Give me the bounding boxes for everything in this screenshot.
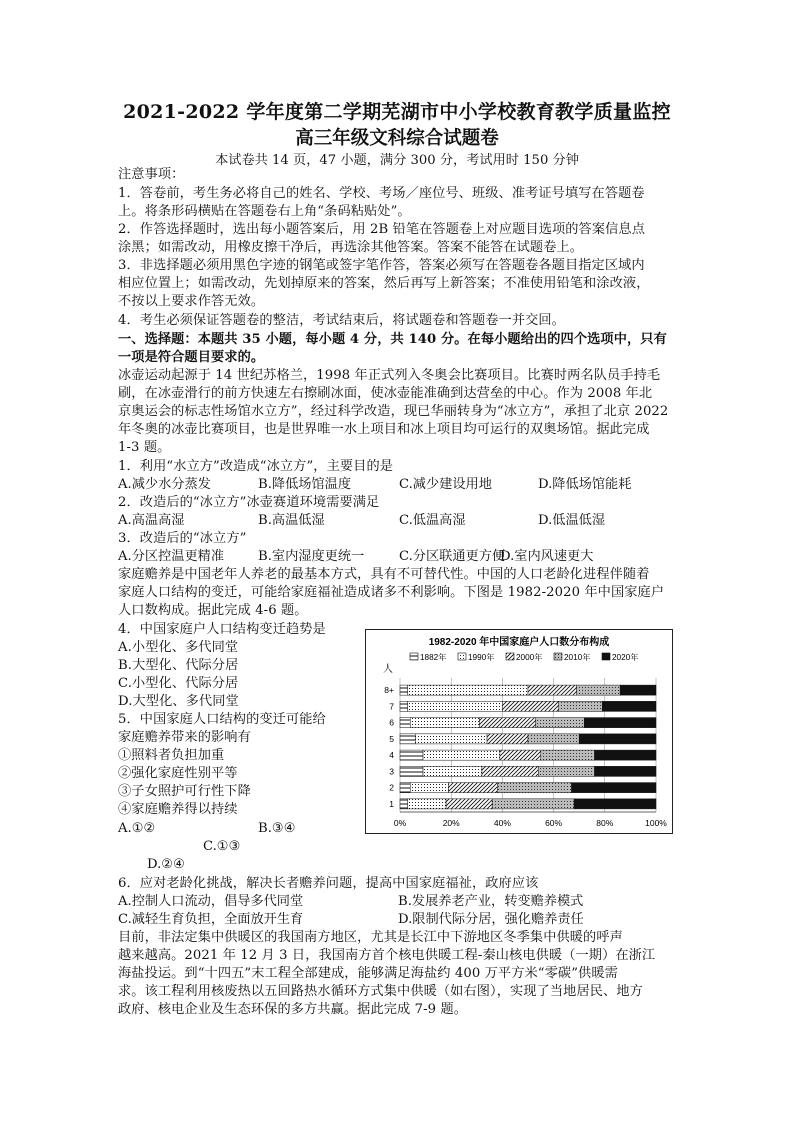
- question-1-stem: 1．利用“水立方”改造成“冰立方”，主要目的是: [118, 459, 394, 474]
- notice-line: 相应位置上；如需改动，先划掉原来的答案，然后再写上新答案；不准使用铅笔和涂改液，: [118, 276, 650, 291]
- bar-segment: [415, 734, 487, 744]
- bar-segment: [408, 799, 446, 809]
- notice-line: 1．答卷前，考生务必将自己的姓名、学校、考场／座位号、班级、准考证号填写在答题卷: [118, 186, 645, 201]
- bar-segment: [492, 799, 574, 809]
- bar-segment: [572, 783, 656, 793]
- question-2-stem: 2．改造后的“冰立方”冰壶赛道环境需要满足: [118, 495, 380, 510]
- passage-line: 海盐投运。到“十四五”末工程全部建成，能够满足海盐约 400 万平方米“零碳”供暖需: [118, 966, 618, 981]
- passage-line: 京奥运会的标志性场馆水立方”，经过科学改造，现已华丽转身为“冰立方”，承担了北京 2022: [118, 404, 669, 419]
- bar-segment: [400, 750, 423, 760]
- q3-option-c: C.分区联通更方便: [399, 549, 506, 564]
- question-4-stem: 4．中国家庭户人口结构变迁趋势是: [118, 622, 326, 637]
- notice-line: 不按以上要求作答无效。: [118, 294, 265, 309]
- y-tick-label: 2: [389, 782, 394, 793]
- household-chart-svg: [366, 630, 672, 833]
- question-5-stem: 家庭赡养带来的影响有: [118, 730, 251, 745]
- question-3-stem: 3．改造后的“冰立方”: [118, 531, 247, 546]
- q4-option-c: C.小型化、代际分居: [118, 676, 239, 691]
- legend-label: 2000年: [516, 653, 543, 662]
- passage-line: 人口数构成。据此完成 4-6 题。: [118, 603, 308, 618]
- bar-segment: [408, 701, 503, 711]
- chart-title: 1982-2020 年中国家庭户人口数分布构成: [428, 637, 610, 648]
- bar-segment: [502, 701, 558, 711]
- chart-bars: [400, 685, 656, 809]
- passage-line: 目前，非法定集中供暖区的我国南方地区，尤其是长江中下游地区冬季集中供暖的呼声: [118, 930, 623, 945]
- q6-option-d: D.限制代际分居，强化赡养责任: [398, 912, 584, 927]
- x-tick-label: 20%: [442, 818, 460, 828]
- bar-segment: [479, 718, 535, 728]
- q2-option-d: D.低温低湿: [538, 513, 606, 528]
- legend-label: 2020年: [612, 653, 639, 662]
- legend-swatch: [410, 653, 418, 660]
- bar-segment: [500, 750, 541, 760]
- legend-swatch: [554, 653, 562, 660]
- y-tick-label: 7: [389, 701, 394, 712]
- q5-option-c: C.①③: [203, 839, 241, 854]
- bar-segment: [400, 718, 410, 728]
- y-tick-label: 1: [389, 798, 394, 809]
- bar-segment: [400, 685, 408, 695]
- q5-item: ②强化家庭性别平等: [118, 766, 238, 781]
- legend-label: 1882年: [420, 653, 447, 662]
- bar-segment: [595, 750, 656, 760]
- bar-segment: [528, 685, 577, 695]
- bar-segment: [410, 718, 479, 728]
- q3-option-b: B.室内湿度更统一: [258, 549, 365, 564]
- q5-item: ④家庭赡养得以持续: [118, 802, 238, 817]
- passage-line: 政府、核电企业及生态环保的多方共赢。据此完成 7-9 题。: [118, 1002, 468, 1017]
- q2-option-a: A.高温高湿: [118, 513, 185, 528]
- chart-x-tick-labels: [394, 818, 667, 828]
- notice-line: 上。将条形码横贴在答题卷右上角“条码粘贴处”。: [118, 204, 411, 219]
- bar-segment: [577, 685, 621, 695]
- bar-segment: [579, 734, 656, 744]
- notice-line: 涂黑；如需改动，用橡皮擦干净后，再选涂其他答案。答案不能答在试题卷上。: [118, 240, 584, 255]
- passage-line: 家庭人口结构的变迁，可能给家庭福祉造成诸多不利影响。下图是 1982-2020 年中国家庭户: [118, 585, 665, 600]
- legend-label: 2010年: [564, 653, 591, 662]
- bar-segment: [423, 750, 500, 760]
- y-tick-label: 8+: [384, 685, 394, 696]
- bar-segment: [559, 701, 603, 711]
- bar-segment: [400, 783, 410, 793]
- q2-option-b: B.高温低湿: [258, 513, 325, 528]
- x-tick-label: 40%: [493, 818, 511, 828]
- x-tick-label: 100%: [645, 818, 667, 828]
- legend-swatch: [506, 653, 514, 660]
- passage-line: 刷，在冰壶滑行的前方快速左右擦刷冰面，使冰壶能准确到达营垒的中心。作为 2008 年北: [118, 386, 653, 401]
- chart-ylabel: 人: [383, 664, 393, 675]
- x-tick-label: 80%: [596, 818, 614, 828]
- exam-info: 本试卷共 14 页，47 小题，满分 300 分，考试用时 150 分钟: [215, 153, 579, 168]
- passage-line: 年冬奥的冰壶比赛项目，也是世界唯一水上项目和冰上项目均可运行的双奥场馆。据此完成: [118, 422, 650, 437]
- bar-segment: [408, 685, 528, 695]
- x-tick-label: 0%: [393, 818, 407, 828]
- notice-heading: 注意事项：: [118, 167, 185, 182]
- bar-segment: [584, 718, 656, 728]
- q3-option-d: D.室内风速更大: [500, 549, 594, 564]
- notice-line: 2．作答选择题时，选出每小题答案后，用 2B 铅笔在答题卷上对应题目选项的答案信息点: [118, 222, 645, 237]
- passage-line: 1-3 题。: [118, 440, 171, 455]
- q2-option-c: C.低温高湿: [399, 513, 466, 528]
- q5-item: ③子女照护可行性下降: [118, 784, 251, 799]
- q6-option-b: B.发展养老产业，转变赡养模式: [398, 894, 584, 909]
- bar-segment: [423, 766, 482, 776]
- bar-segment: [602, 701, 656, 711]
- bar-segment: [497, 783, 571, 793]
- q5-item: ①照料者负担加重: [118, 748, 225, 763]
- q4-option-d: D.大型化、多代同堂: [118, 694, 239, 709]
- q3-option-a: A.分区控温更精准: [118, 549, 225, 564]
- q1-option-b: B.降低场馆温度: [258, 477, 352, 492]
- bar-segment: [400, 734, 415, 744]
- bar-segment: [574, 799, 656, 809]
- chart-y-tick-labels: [384, 685, 394, 809]
- q4-option-b: B.大型化、代际分居: [118, 658, 239, 673]
- bar-segment: [400, 701, 408, 711]
- bar-segment: [538, 766, 594, 776]
- question-6-stem: 6．应对老龄化挑战，解决长者赡养问题，提高中国家庭福祉，政府应该: [118, 876, 539, 891]
- y-tick-label: 5: [389, 733, 394, 744]
- bar-segment: [620, 685, 656, 695]
- y-tick-label: 4: [389, 750, 394, 761]
- legend-swatch: [458, 653, 466, 660]
- bar-segment: [487, 734, 528, 744]
- bar-segment: [536, 718, 585, 728]
- notice-line: 4．考生必须保证答题卷的整洁，考试结束后，将试题卷和答题卷一并交回。: [118, 313, 565, 328]
- legend-label: 1990年: [468, 653, 495, 662]
- q1-option-d: D.降低场馆能耗: [538, 477, 632, 492]
- bar-segment: [541, 750, 595, 760]
- exam-title: 2021-2022 学年度第二学期芜湖市中小学校教育教学质量监控: [123, 101, 671, 123]
- y-tick-label: 3: [389, 766, 394, 777]
- y-tick-label: 6: [389, 717, 394, 728]
- q5-option-b: B.③④: [258, 821, 296, 836]
- bar-segment: [528, 734, 579, 744]
- q5-option-d: D.②④: [147, 857, 185, 872]
- x-tick-label: 60%: [545, 818, 563, 828]
- notice-line: 3．非选择题必须用黑色字迹的钢笔或签字笔作答，答案必须写在答题卷各题目指定区域内: [118, 258, 645, 273]
- q1-option-a: A.减少水分蒸发: [118, 477, 211, 492]
- chart-legend: [410, 652, 638, 662]
- bar-segment: [482, 766, 538, 776]
- bar-segment: [449, 783, 498, 793]
- household-chart: [365, 629, 673, 834]
- bar-segment: [595, 766, 656, 776]
- q4-option-a: A.小型化、多代同堂: [118, 640, 239, 655]
- bar-segment: [400, 766, 423, 776]
- exam-subtitle: 高三年级文科综合试题卷: [295, 128, 499, 149]
- q5-option-a: A.①②: [118, 821, 156, 836]
- bar-segment: [400, 799, 408, 809]
- legend-swatch: [602, 653, 610, 660]
- passage-line: 越来越高。2021 年 12 月 3 日，我国南方首个核电供暖工程-秦山核电供暖（一期）在浙江: [118, 948, 656, 963]
- passage-line: 家庭赡养是中国老年人养老的最基本方式，具有不可替代性。中国的人口老龄化进程伴随着: [118, 567, 650, 582]
- bar-segment: [410, 783, 448, 793]
- q6-option-a: A.控制人口流动，倡导多代同堂: [118, 894, 304, 909]
- passage-line: 冰壶运动起源于 14 世纪苏格兰，1998 年正式列入冬奥会比赛项目。比赛时两名队员手持毛: [118, 368, 661, 383]
- q1-option-c: C.减少建设用地: [399, 477, 492, 492]
- section-heading: 一项是符合题目要求的。: [118, 350, 265, 365]
- question-5-stem: 5．中国家庭人口结构的变迁可能给: [118, 712, 326, 727]
- passage-line: 求。该工程利用核废热以五回路热水循环方式集中供暖（如右图），实现了当地居民、地方: [118, 984, 643, 999]
- q6-option-c: C.减轻生育负担，全面放开生育: [118, 912, 304, 927]
- bar-segment: [446, 799, 492, 809]
- section-heading: 一、选择题：本题共 35 小题，每小题 4 分，共 140 分。在每小题给出的四个选项中，只有: [118, 332, 667, 347]
